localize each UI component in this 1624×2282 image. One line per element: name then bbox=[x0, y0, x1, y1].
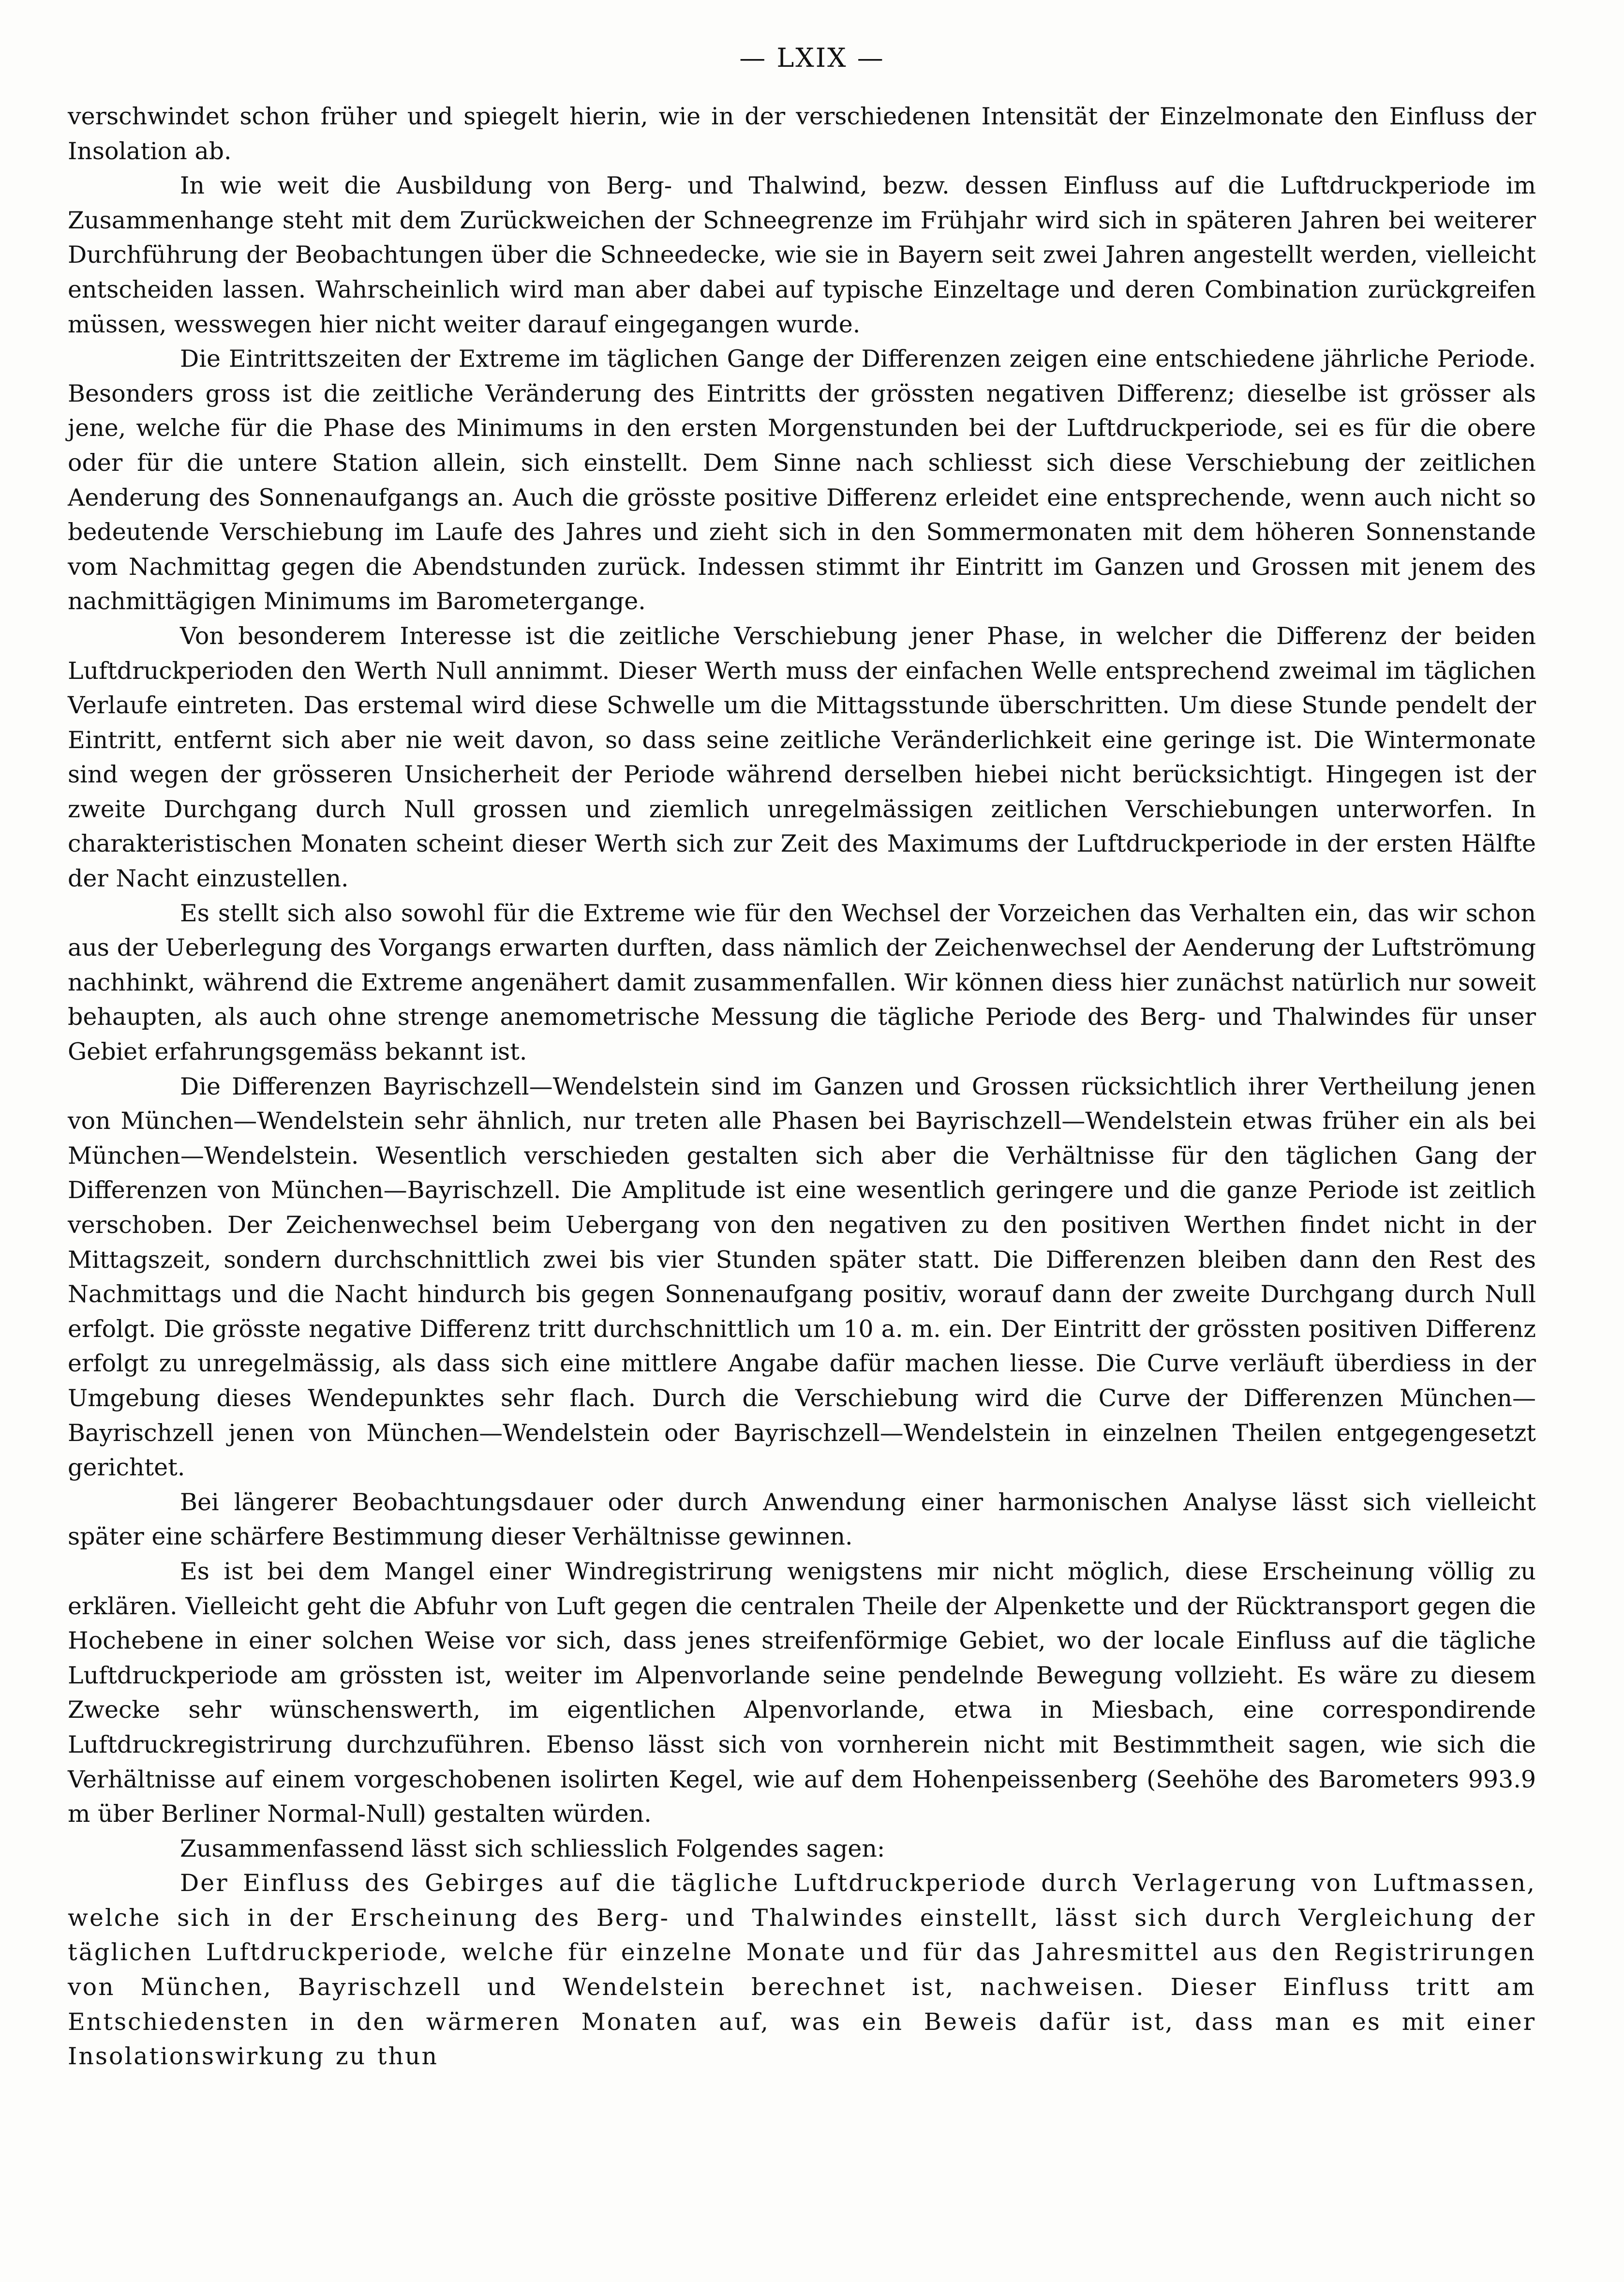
paragraph-10: Der Einfluss des Gebirges auf die tägliche Luftdruckperiode durch Verlagerung von Luftmassen, welche sich in der Erscheinung des Berg- und Thalwindes einstellt, lässt sich durch Vergleichung der täglichen Luftdruckperiode, welche für einzelne Monate und für das Jahresmittel aus den Registrirungen von München, Bayrischzell und Wendelstein berechnet ist, nachweisen. Dieser Einfluss tritt am Entschiedensten in den wärmeren Monaten auf, was ein Beweis dafür ist, dass man es mit einer Insolationswirkung zu thun bbox=[68, 1869, 1536, 2071]
page-number: — LXIX — bbox=[739, 43, 885, 73]
paragraph-8: Es ist bei dem Mangel einer Windregistrirung wenigstens mir nicht möglich, diese Erscheinung völlig zu erklären. Vielleicht geht die Abfuhr von Luft gegen die centralen Theile der Alpenkette und der Rücktransport gegen die Hochebene in einer solchen Weise vor sich, dass jenes streifenförmige Gebiet, wo der locale Einfluss auf die tägliche Luftdruckperiode am grössten ist, weiter im Alpenvorlande seine pendelnde Bewegung vollzieht. Es wäre zu diesem Zwecke sehr wünschenswerth, im eigentlichen Alpenvorlande, etwa in Miesbach, eine correspondirende Luftdruckregistrirung durchzuführen. Ebenso lässt sich von vornherein nicht mit Bestimmtheit sagen, wie sich die Verhältnisse auf einem vorgeschobenen isolirten Kegel, wie auf dem Hohenpeissenberg (Seehöhe des Barometers 993.9 m über Berliner Normal-Null) gestalten würden. bbox=[68, 1557, 1536, 1828]
body-text bbox=[68, 99, 1536, 2074]
paragraph-4: Von besonderem Interesse ist die zeitliche Verschiebung jener Phase, in welcher die Differenz der beiden Luftdruckperioden den Werth Null annimmt. Dieser Werth muss der einfachen Welle entsprechend zweimal im täglichen Verlaufe eintreten. Das erstemal wird diese Schwelle um die Mittagsstunde überschritten. Um diese Stunde pendelt der Eintritt, entfernt sich aber nie weit davon, so dass seine zeitliche Veränderlichkeit eine geringe ist. Die Wintermonate sind wegen der grösseren Unsicherheit der Periode während derselben hiebei nicht berücksichtigt. Hingegen ist der zweite Durchgang durch Null grossen und ziemlich unregelmässigen zeitlichen Verschiebungen unterworfen. In charakteristischen Monaten scheint dieser Werth sich zur Zeit des Maximums der Luftdruckperiode in der ersten Hälfte der Nacht einzustellen. bbox=[68, 622, 1536, 893]
paragraph-5: Es stellt sich also sowohl für die Extreme wie für den Wechsel der Vorzeichen das Verhalten ein, das wir schon aus der Ueberlegung des Vorgangs erwarten durften, dass nämlich der Zeichenwechsel der Aenderung der Luftströmung nachhinkt, während die Extreme angenähert damit zusammenfallen. Wir können diess hier zunächst natürlich nur soweit behaupten, als auch ohne strenge anemometrische Messung die tägliche Periode des Berg- und Thalwindes für unser Gebiet erfahrungsgemäss bekannt ist. bbox=[68, 899, 1536, 1066]
paragraph-7: Bei längerer Beobachtungsdauer oder durch Anwendung einer harmonischen Analyse lässt sich vielleicht später eine schärfere Bestimmung dieser Verhältnisse gewinnen. bbox=[68, 1488, 1536, 1551]
paragraph-6: Die Differenzen Bayrischzell—Wendelstein sind im Ganzen und Grossen rücksichtlich ihrer Vertheilung jenen von München—Wendelstein sehr ähnlich, nur treten alle Phasen bei Bayrischzell—Wendelstein etwas früher ein als bei München—Wendelstein. Wesentlich verschieden gestalten sich aber die Verhältnisse für den täglichen Gang der Differenzen von München—Bayrischzell. Die Amplitude ist eine wesentlich geringere und die ganze Periode ist zeitlich verschoben. Der Zeichenwechsel beim Uebergang von den negativen zu den positiven Werthen findet nicht in der Mittagszeit, sondern durchschnittlich zwei bis vier Stunden später statt. Die Differenzen bleiben dann den Rest des Nachmittags und die Nacht hindurch bis gegen Sonnenaufgang positiv, worauf dann der zweite Durchgang durch Null erfolgt. Die grösste negative Differenz tritt durchschnittlich um 10 a. m. ein. Der Eintritt der grössten positiven Differenz erfolgt zu unregelmässig, als dass sich eine mittlere Angabe dafür machen liesse. Die Curve verläuft überdiess in der Umgebung dieses Wendepunktes sehr flach. Durch die Verschiebung wird die Curve der Differenzen München—Bayrischzell jenen von München—Wendelstein oder Bayrischzell—Wendelstein in einzelnen Theilen entgegengesetzt gerichtet. bbox=[68, 1072, 1536, 1482]
paragraph-2: In wie weit die Ausbildung von Berg- und Thalwind, bezw. dessen Einfluss auf die Luftdruckperiode im Zusammenhange steht mit dem Zurückweichen der Schneegrenze im Frühjahr wird sich in späteren Jahren bei weiterer Durchführung der Beobachtungen über die Schneedecke, wie sie in Bayern seit zwei Jahren angestellt werden, vielleicht entscheiden lassen. Wahrscheinlich wird man aber dabei auf typische Einzeltage und deren Combination zurückgreifen müssen, wesswegen hier nicht weiter darauf eingegangen wurde. bbox=[68, 172, 1536, 338]
paragraph-3: Die Eintrittszeiten der Extreme im täglichen Gange der Differenzen zeigen eine entschiedene jährliche Periode. Besonders gross ist die zeitliche Veränderung des Eintritts der grössten negativen Differenz; dieselbe ist grösser als jene, welche für die Phase des Minimums in den ersten Morgenstunden bei der Luftdruckperiode, sei es für die obere oder für die untere Station allein, sich einstellt. Dem Sinne nach schliesst sich diese Verschiebung der zeitlichen Aenderung des Sonnenaufgangs an. Auch die grösste positive Differenz erleidet eine entsprechende, wenn auch nicht so bedeutende Verschiebung im Laufe des Jahres und zieht sich in den Sommermonaten mit dem höheren Sonnenstande vom Nachmittag gegen die Abendstunden zurück. Indessen stimmt ihr Eintritt im Ganzen und Grossen mit jenem des nachmittägigen Minimums im Barometergange. bbox=[68, 345, 1536, 616]
paragraph-1: verschwindet schon früher und spiegelt hierin, wie in der verschiedenen Intensität der Einzelmonate den Einfluss der Insolation ab. bbox=[68, 103, 1536, 165]
paragraph-9: Zusammenfassend lässt sich schliesslich Folgendes sagen: bbox=[180, 1834, 885, 1862]
